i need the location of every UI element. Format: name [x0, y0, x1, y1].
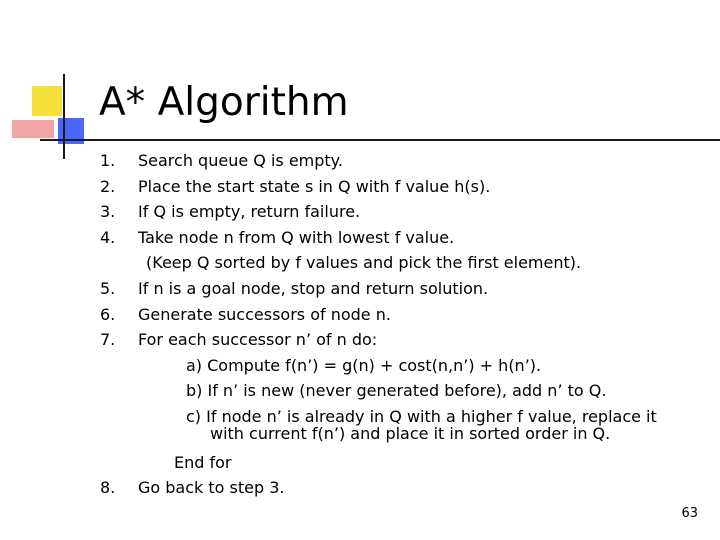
step-text: b) If n’ is new (never generated before), add n’ to Q. — [186, 381, 607, 401]
step-text: Generate successors of node n. — [138, 304, 391, 324]
step-number: 6. — [100, 304, 116, 324]
step-number: 8. — [100, 478, 116, 498]
step-number: 7. — [100, 330, 116, 350]
horizontal-rule — [40, 139, 720, 141]
step-text: Place the start state s in Q with f value h(s). — [138, 176, 491, 196]
step-text: Take node n from Q with lowest f value. — [138, 227, 455, 247]
step-number: 1. — [100, 151, 116, 170]
step-text: Go back to step 3. — [138, 478, 285, 498]
vertical-rule — [63, 74, 65, 159]
step-number: 4. — [100, 227, 116, 247]
pink-square-decoration — [12, 120, 54, 138]
step-text: If n is a goal node, stop and return solution. — [138, 278, 489, 298]
slide-title: A* Algorithm — [99, 80, 349, 125]
step-text: a) Compute f(n’) = g(n) + cost(n,n’) + h(n’). — [186, 355, 542, 375]
step-text: For each successor n’ of n do: — [138, 330, 378, 350]
page-number: 63 — [681, 506, 698, 521]
step-text: Search queue Q is empty. — [138, 151, 343, 170]
step-number: 5. — [100, 278, 116, 298]
step-text: If Q is empty, return failure. — [138, 202, 361, 222]
step-number: 3. — [100, 202, 116, 222]
step-text: End for — [174, 452, 232, 472]
step-text: c) If node n’ is already in Q with a higher f value, replace it — [186, 406, 657, 426]
yellow-square-decoration — [32, 86, 62, 116]
step-text: with current f(n’) and place it in sorted order in Q. — [210, 423, 611, 443]
step-number: 2. — [100, 176, 116, 196]
step-text: (Keep Q sorted by f values and pick the first element). — [146, 253, 582, 273]
